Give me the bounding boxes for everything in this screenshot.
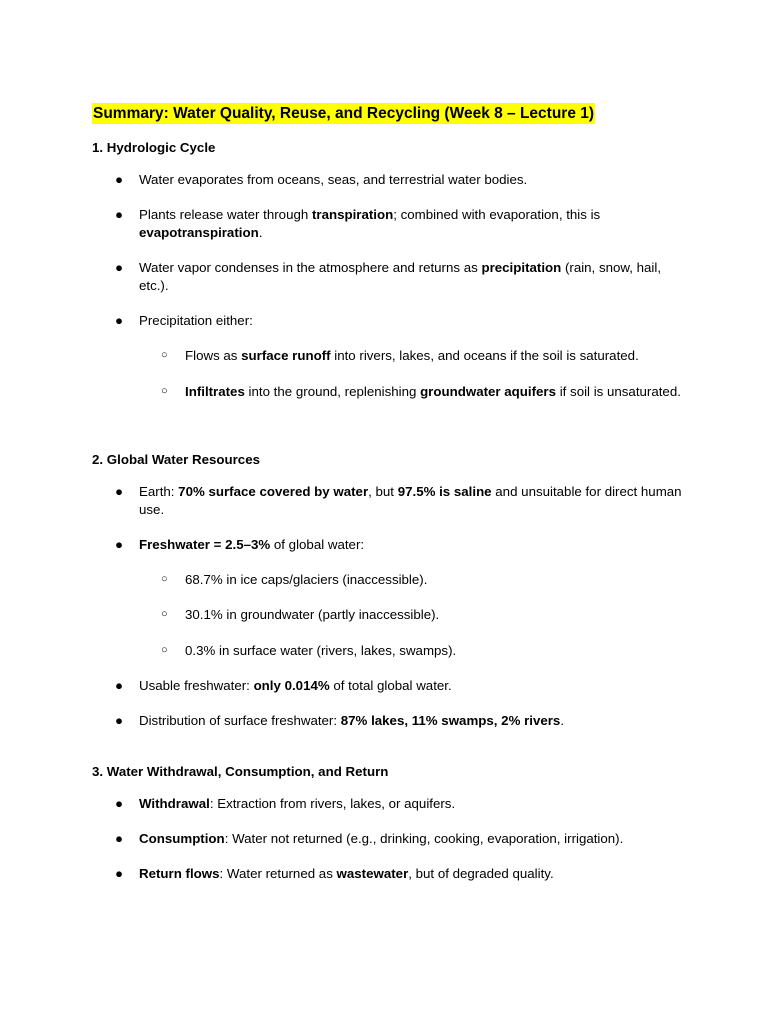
item-text: and unsuitable for direct human use. <box>139 484 682 517</box>
list-item <box>115 865 684 883</box>
sub-list-item <box>161 571 685 589</box>
list-item <box>115 259 684 294</box>
item-text: Usable freshwater: <box>139 678 254 693</box>
list-item <box>115 830 684 848</box>
list-item <box>115 712 684 730</box>
item-text: : Water not returned (e.g., drinking, cooking, evaporation, irrigation). <box>224 831 624 846</box>
list-item <box>115 483 684 518</box>
item-text: Precipitation either: <box>139 313 253 328</box>
hollow-bullet-icon: ○ <box>161 608 168 620</box>
section-heading-global-water-resources: 2. Global Water Resources <box>92 452 260 467</box>
item-text: Water evaporates from oceans, seas, and terrestrial water bodies. <box>139 172 528 187</box>
sub-list-item <box>161 606 685 624</box>
item-bold-text: precipitation <box>481 260 562 275</box>
item-text: : Water returned as <box>219 866 337 881</box>
item-bold-text: transpiration <box>311 207 394 222</box>
bullet-icon: ● <box>115 537 124 552</box>
bullet-icon: ● <box>115 831 124 846</box>
section-heading-water-withdrawal: 3. Water Withdrawal, Consumption, and Return <box>92 764 389 779</box>
item-text: into the ground, replenishing <box>244 384 421 399</box>
item-text: Plants release water through <box>139 207 312 222</box>
item-text: if soil is unsaturated. <box>556 384 681 399</box>
item-text: 30.1% in groundwater (partly inaccessible). <box>185 607 440 622</box>
bullet-icon: ● <box>115 796 124 811</box>
hollow-bullet-icon: ○ <box>161 573 168 585</box>
bullet-icon: ● <box>115 484 124 499</box>
item-text: of global water: <box>270 537 365 552</box>
item-text: Distribution of surface freshwater: <box>139 713 341 728</box>
hollow-bullet-icon: ○ <box>161 349 168 361</box>
item-bold-text: 97.5% is saline <box>397 484 492 499</box>
item-text: , but <box>368 484 398 499</box>
item-bold-text: groundwater aquifers <box>420 384 557 399</box>
bullet-icon: ● <box>115 678 124 693</box>
item-bold-text: only 0.014% <box>253 678 330 693</box>
item-text: 68.7% in ice caps/glaciers (inaccessible). <box>185 572 428 587</box>
bullet-icon: ● <box>115 313 124 328</box>
item-text: of total global water. <box>329 678 452 693</box>
item-bold-text: 70% surface covered by water <box>178 484 369 499</box>
item-text: Water vapor condenses in the atmosphere and returns as <box>139 260 482 275</box>
bullet-icon: ● <box>115 172 124 187</box>
item-bold-text: Infiltrates <box>185 384 245 399</box>
bullet-icon: ● <box>115 260 124 275</box>
item-bold-text: wastewater <box>336 866 409 881</box>
hollow-bullet-icon: ○ <box>161 644 168 656</box>
item-text: : Extraction from rivers, lakes, or aquifers. <box>209 796 456 811</box>
item-text: 0.3% in surface water (rivers, lakes, swamps). <box>185 643 457 658</box>
bullet-icon: ● <box>115 207 124 222</box>
item-text: , but of degraded quality. <box>408 866 554 881</box>
sub-list-item <box>161 642 685 660</box>
item-text: Earth: <box>139 484 179 499</box>
list-item <box>115 536 684 554</box>
sub-list-item <box>161 383 685 401</box>
list-item <box>115 171 684 189</box>
item-text: . <box>258 224 263 240</box>
item-text: Flows as <box>185 348 242 363</box>
item-bold-text: evapotranspiration <box>139 224 259 240</box>
hollow-bullet-icon: ○ <box>161 385 168 397</box>
item-text: into rivers, lakes, and oceans if the soil is saturated. <box>330 348 639 363</box>
item-bold-text: Freshwater = 2.5–3% <box>139 537 271 552</box>
list-item <box>115 206 684 241</box>
list-item <box>115 312 684 330</box>
item-bold-text: Withdrawal <box>139 796 210 811</box>
document-title: Summary: Water Quality, Reuse, and Recycling (Week 8 – Lecture 1) <box>93 105 595 122</box>
bullet-icon: ● <box>115 713 124 728</box>
item-text: . <box>560 713 565 728</box>
item-bold-text: 87% lakes, 11% swamps, 2% rivers <box>340 713 561 728</box>
list-item <box>115 795 684 813</box>
section-heading-hydrologic-cycle: 1. Hydrologic Cycle <box>92 140 216 155</box>
item-text: (rain, snow, hail, etc.). <box>139 260 662 293</box>
item-bold-text: Return flows <box>139 866 220 881</box>
item-bold-text: Consumption <box>139 831 225 846</box>
bullet-icon: ● <box>115 866 124 881</box>
list-item <box>115 677 684 695</box>
item-bold-text: surface runoff <box>241 348 331 363</box>
item-text: ; combined with evaporation, this is <box>393 207 601 222</box>
sub-list-item <box>161 347 685 365</box>
